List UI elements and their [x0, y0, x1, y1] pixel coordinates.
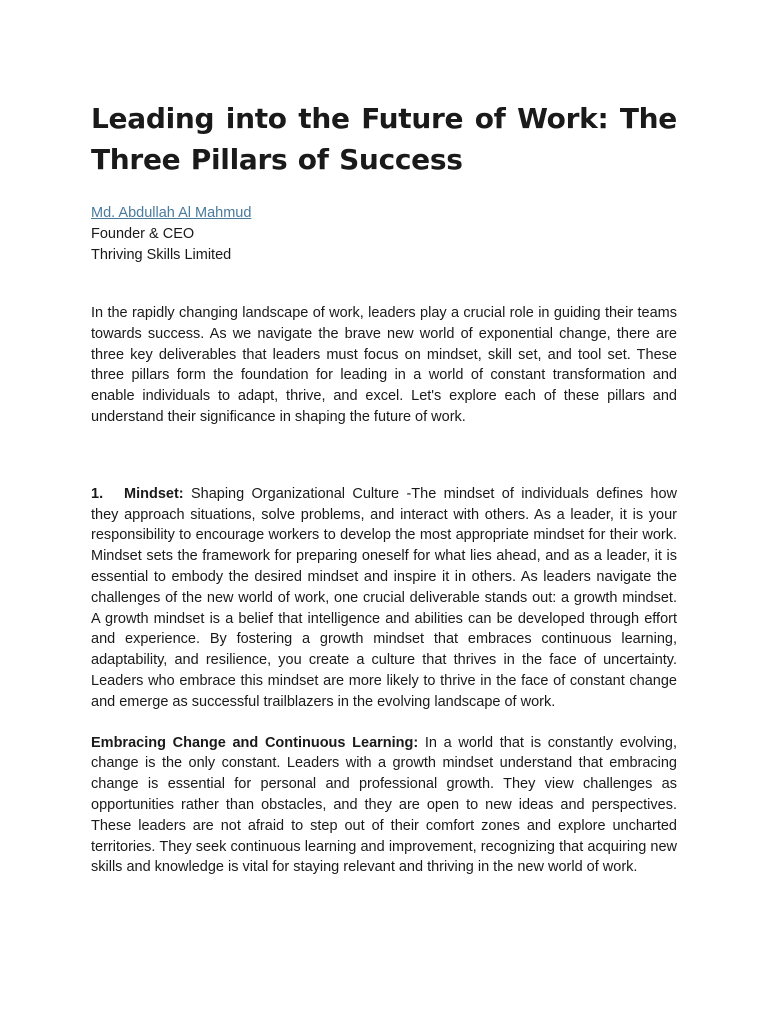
author-block: [91, 203, 677, 266]
section-text: Shaping Organizational Culture -The mindset of individuals defines how they approach situations, solve problems, and interact with others. As a leader, it is your responsibility to encourage workers to develop the most appropriate mindset for their work. Mindset sets the framework for preparing oneself for what lies ahead, and as a leader, it is essential to embody the desired mindset and inspire it in others. As leaders navigate the challenges of the new world of work, one crucial deliverable stands out: a growth mindset. A growth mindset is a belief that intelligence and abilities can be developed through effort and experience. By fostering a growth mindset that embraces continuous learning, adaptability, and resilience, you create a culture that thrives in the face of uncertainty. Leaders who embrace this mindset are more likely to thrive in the face of constant change and emerge as successful trailblazers in the evolving landscape of work.: [91, 485, 677, 710]
author-role: Founder & CEO: [91, 226, 195, 242]
author-name-link[interactable]: Md. Abdullah Al Mahmud: [91, 205, 252, 221]
subsection-text: In a world that is constantly evolving, change is the only constant. Leaders with a growth mindset understand that embracing change is essential for personal and professional growth. They view challenges as opportunities rather than obstacles, and they are open to new ideas and perspectives. These leaders are not afraid to step out of their comfort zones and explore uncharted territories. They seek continuous learning and improvement, recognizing that acquiring new skills and knowledge is vital for staying relevant and thriving in the new world of work.: [91, 734, 677, 876]
document-page: [91, 0, 677, 878]
section-number: 1.: [91, 485, 104, 502]
intro-paragraph: In the rapidly changing landscape of work, leaders play a crucial role in guiding their teams towards success. As we navigate the brave new world of exponential change, there are three key deliverables that leaders must focus on mindset, skill set, and tool set. These three pillars form the foundation for leading in a world of constant transformation and enable individuals to adapt, thrive, and excel. Let's explore each of these pillars and understand their significance in shaping the future of work.: [91, 305, 677, 425]
section-heading: Mindset:: [124, 485, 184, 502]
section-mindset-paragraph: [91, 484, 677, 713]
document-title: Leading into the Future of Work: The Three Pillars of Success: [91, 102, 677, 176]
subsection-heading: Embracing Change and Continuous Learning:: [91, 734, 419, 751]
author-company: Thriving Skills Limited: [91, 247, 232, 263]
subsection-embracing-paragraph: [91, 733, 677, 879]
